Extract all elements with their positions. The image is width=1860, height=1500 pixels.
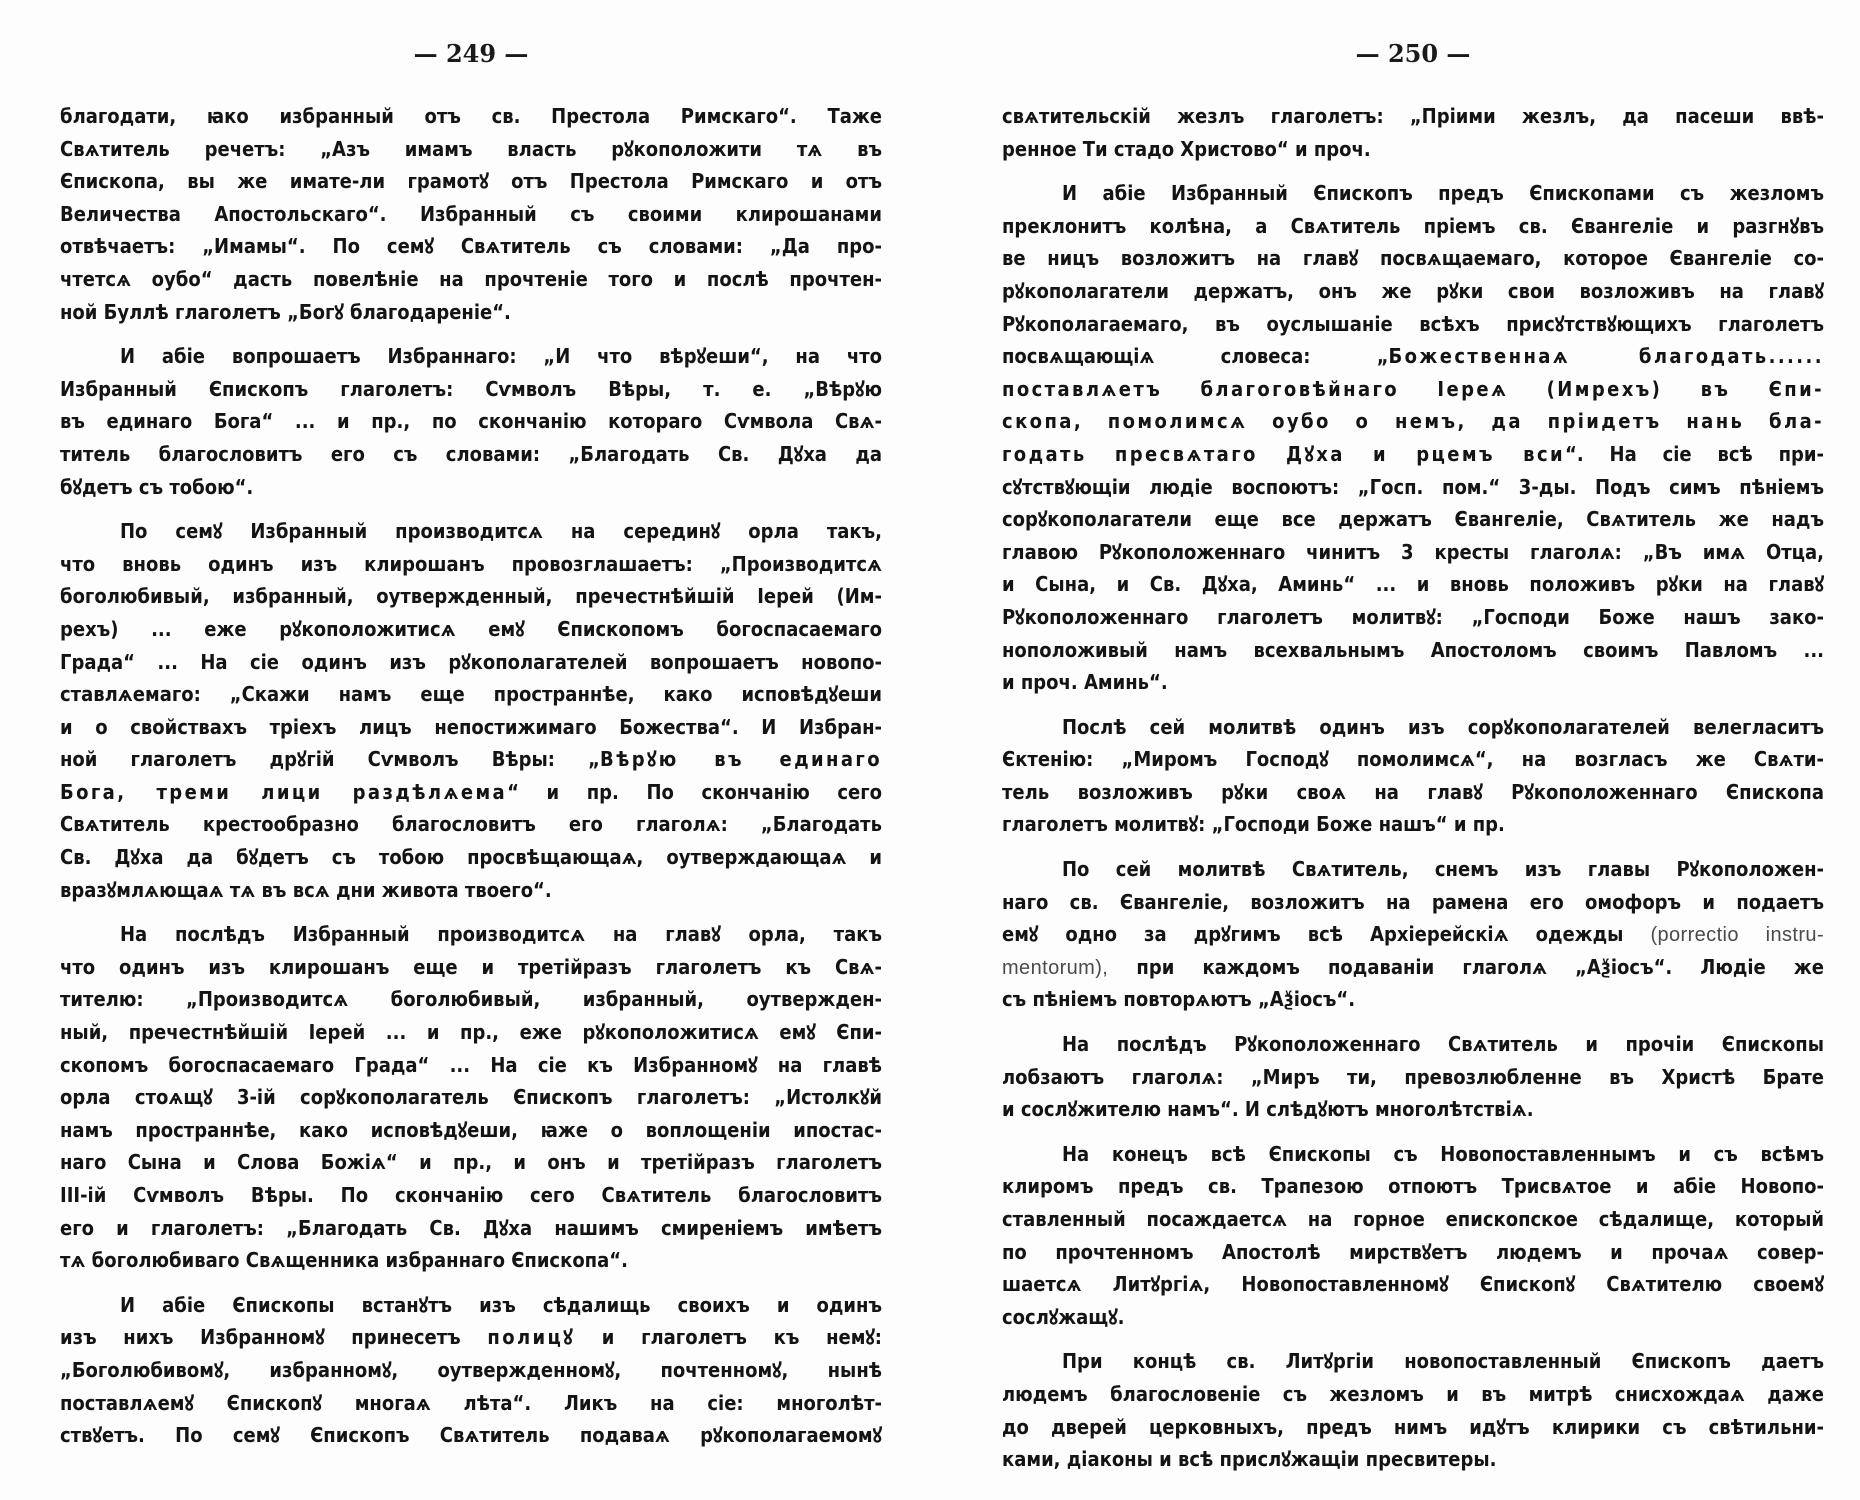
text-line	[1002, 373, 1824, 406]
text-line: боголюбивый, избранный, оутвержденный, пречестнѣйшій Іерей (Им-	[60, 584, 882, 609]
text-line: И абіе Избранный Єпископъ предъ Єпископами съ жезломъ	[1062, 181, 1824, 206]
text-line: сослꙋжащꙋ.	[1002, 1304, 1125, 1329]
spaced-emphasis-text: годать пресвѧтаго Дꙋха и рцемъ вси	[1002, 441, 1566, 466]
text-line: ный, пречестнѣйшій Іерей ... и пр., еже рꙋкоположитисѧ емꙋ Єпи-	[60, 1020, 882, 1045]
paragraph	[1002, 177, 1824, 699]
text-span: при каждомъ подаваніи глаголѧ „Аѯіосъ“. Людіе же	[1108, 954, 1824, 979]
text-line: Послѣ сей молитвѣ одинъ изъ сорꙋкополагателей велегласитъ	[1062, 714, 1824, 739]
text-line: рꙋкополагатели держатъ, онъ же рꙋки свои возложивъ на главꙋ	[1002, 278, 1824, 303]
text-line: клиромъ предъ св. Трапезою отпоютъ Трисвѧтое и абіе Новопо-	[1002, 1174, 1824, 1199]
text-line: ками, діаконы и всѣ прислꙋжащіи пресвитеры.	[1002, 1447, 1497, 1472]
text-line: лобзаютъ глаголѧ: „Миръ ти, превозлюбленне въ Христѣ Брате	[1002, 1064, 1824, 1089]
text-line: его и глаголетъ: „Благодать Св. Дꙋха нашимъ смиреніемъ имѣетъ	[60, 1215, 882, 1240]
paragraph	[60, 1289, 882, 1452]
page-right	[930, 0, 1860, 1500]
page-number-right: — 250 —	[1355, 39, 1471, 68]
spaced-emphasis-text: Божественнаѧ благодать......	[1388, 344, 1824, 369]
paragraph	[1002, 711, 1824, 841]
text-line: въ единаго Бога“ ... и пр., по скончанію котораго Сѵмвола Свѧ-	[60, 409, 882, 434]
text-line	[1002, 340, 1824, 373]
paragraph	[60, 340, 882, 503]
text-span: посвѧщающіѧ словеса: „	[1002, 344, 1389, 369]
paragraph	[60, 100, 882, 328]
text-line: что вновь одинъ изъ клирошанъ провозглашаетъ: „Производитсѧ	[60, 551, 882, 576]
text-line: тѧ боголюбиваго Свѧщенника избраннаго Єпископа“.	[60, 1248, 628, 1273]
text-line: Величества Апостольскаго“. Избранный съ своими клирошанами	[60, 201, 882, 226]
text-line: И абіе Єпископы встанꙋтъ изъ сѣдалищь своихъ и одинъ	[120, 1292, 882, 1317]
text-line	[1002, 438, 1824, 471]
text-line: намъ пространнѣе, како исповѣдꙋеши, ꙗже о воплощеніи ипостас-	[60, 1117, 882, 1142]
text-line: Єктенію: „Миромъ Господꙋ помолимсѧ“, на возгласъ же Свѧти-	[1002, 747, 1824, 772]
paragraph	[1002, 1345, 1824, 1475]
text-line: ноположивый намъ всехвальнымъ Апостоломъ своимъ Павломъ ...	[1002, 637, 1824, 662]
text-line: На послѣдъ Избранный производитсѧ на главꙋ орла, такъ	[120, 922, 882, 947]
text-line: и о свойствахъ тріехъ лицъ непостижимаго Божества“. И Избран-	[60, 714, 882, 739]
paragraph	[60, 918, 882, 1277]
text-line: ной Буллѣ глаголетъ „Богꙋ благодареніе“.	[60, 299, 511, 324]
text-line: шаетсѧ Литꙋргіѧ, Новопоставленномꙋ Єпископꙋ Свѧтителю своемꙋ	[1002, 1272, 1824, 1297]
text-line: рехъ) ... еже рꙋкоположитисѧ емꙋ Єпископомъ богоспасаемаго	[60, 616, 882, 641]
latin-text: (porrectio instru-	[1650, 924, 1825, 947]
text-line: „Боголюбивомꙋ, избранномꙋ, оутвержденномꙋ, почтенномꙋ, нынѣ	[60, 1357, 882, 1382]
text-line: наго св. Євангеліе, возложитъ на рамена его омофоръ и подаетъ	[1002, 889, 1824, 914]
text-line: и Сына, и Св. Дꙋха, Аминь“ ... и вновь положивъ рꙋки на главꙋ	[1002, 572, 1824, 597]
text-line: При концѣ св. Литꙋргіи новопоставленный Єпископъ даетъ	[1062, 1349, 1824, 1374]
text-span: изъ нихъ Избранномꙋ принесетъ	[60, 1325, 488, 1350]
paragraph	[1002, 1138, 1824, 1334]
text-line: Рꙋкоположеннаго глаголетъ молитвꙋ: „Господи Боже нашъ зако-	[1002, 604, 1824, 629]
spaced-emphasis-text: скопа, помолимсѧ оубо о немъ, да пріидетъ нань бла-	[1002, 409, 1824, 434]
text-line: съ пѣніемъ повторѧютъ „Аѯіосъ“.	[1002, 987, 1356, 1012]
text-line: Св. Дꙋха да бꙋдетъ съ тобою просвѣщающаѧ, оутверждающаѧ и	[60, 845, 882, 870]
page-text-left	[60, 100, 882, 1452]
text-line: по прочтенномъ Апостолѣ мирствꙋетъ людемъ и прочаѧ совер-	[1002, 1239, 1824, 1264]
text-line	[1002, 405, 1824, 438]
text-line	[60, 1321, 882, 1354]
text-line: и сослꙋжителю намъ“. И слѣдꙋютъ многолѣтствіѧ.	[1002, 1097, 1534, 1122]
text-line: поставлѧемꙋ Єпископꙋ многаѧ лѣта“. Ликъ на сіе: многолѣт-	[60, 1390, 882, 1415]
text-span: “. На сіе всѣ при-	[1565, 441, 1824, 466]
page-text-right	[1002, 100, 1824, 1476]
spaced-emphasis-text: полицꙋ	[487, 1325, 576, 1350]
text-line: свѧтительскій жезлъ глаголетъ: „Пріими жезлъ, да пасеши ввѣ-	[1002, 104, 1824, 128]
latin-text: mentorum),	[1002, 956, 1109, 979]
text-line: ствꙋетъ. По семꙋ Єпископъ Свѧтитель подаваѧ рꙋкополагаемомꙋ	[60, 1423, 882, 1448]
text-span: ной глаголетъ дрꙋгій Сѵмволъ Вѣры: „	[60, 747, 600, 772]
spaced-emphasis-text: Бога, треми лици раздѣлѧема	[60, 779, 508, 804]
spaced-emphasis-text: Вѣрꙋю въ единаго	[599, 747, 882, 772]
text-line: благодати, ꙗко избранный отъ св. Престола Римскаго“. Таже	[60, 104, 882, 128]
text-line: отвѣчаетъ: „Имамы“. По семꙋ Свѧтитель съ словами: „Да про-	[60, 234, 882, 259]
text-line: что одинъ изъ клирошанъ еще и третійразъ глаголетъ къ Свѧ-	[60, 954, 882, 979]
text-line	[60, 776, 882, 809]
text-line: тель возложивъ рꙋки своѧ на главꙋ Рꙋкоположеннаго Єпископа	[1002, 779, 1824, 804]
text-line: бꙋдетъ съ тобою“.	[60, 474, 254, 499]
page-number-left: — 249 —	[413, 39, 529, 68]
paragraph	[60, 515, 882, 906]
text-line	[1002, 918, 1824, 951]
text-line: На послѣдъ Рꙋкоположеннаго Свѧтитель и прочіи Єпископы	[1062, 1032, 1824, 1057]
text-line: ставлѧемаго: „Скажи намъ еще пространнѣе, како исповѣдꙋеши	[60, 682, 882, 707]
spaced-emphasis-text: поставлѧетъ благоговѣйнаго Іереѧ (Имрехъ) въ Єпи-	[1002, 376, 1824, 401]
text-line: тителю: „Производитсѧ боголюбивый, избранный, оутвержден-	[60, 987, 882, 1012]
text-line: глаголетъ молитвꙋ: „Господи Боже нашъ“ и пр.	[1002, 812, 1505, 837]
text-line: главою Рꙋкоположеннаго чинитъ 3 кресты глаголѧ: „Въ имѧ Отца,	[1002, 539, 1824, 564]
text-line: до дверей церковныхъ, предъ нимъ идꙋтъ клирики съ свѣтильни-	[1002, 1414, 1824, 1439]
text-line: людемъ благословеніе съ жезломъ и въ митрѣ снисхождаѧ даже	[1002, 1381, 1824, 1406]
text-line: сорꙋкополагатели еще все держатъ Євангеліе, Свѧтитель же надъ	[1002, 507, 1824, 532]
text-line: чтетсѧ оубо“ дасть повелѣніе на прочтеніе того и послѣ прочтен-	[60, 266, 882, 291]
text-line	[1002, 951, 1824, 984]
text-line: скопомъ богоспасаемаго Града“ ... На сіе къ Избранномꙋ на главѣ	[60, 1052, 882, 1077]
text-line: Єпископа, вы же имате-ли грамотꙋ отъ Престола Римскаго и отъ	[60, 169, 882, 194]
text-line: и проч. Аминь“.	[1002, 670, 1168, 695]
text-line: III-ій Сѵмволъ Вѣры. По скончанію сего Свѧтитель благословитъ	[60, 1183, 882, 1207]
text-line: ренное Ти стадо Христово“ и проч.	[1002, 136, 1371, 161]
text-line: орла стоѧщꙋ 3-ій сорꙋкополагатель Єпископъ глаголетъ: „Истолкꙋй	[60, 1085, 882, 1110]
text-line: По семꙋ Избранный производитсѧ на серединꙋ орла такъ,	[120, 519, 882, 544]
text-line: Рꙋкополагаемаго, въ оуслышаніе всѣхъ присꙋтствꙋющихъ глаголетъ	[1002, 311, 1824, 336]
text-span: емꙋ одно за дрꙋгимъ всѣ Архіерейскіѧ одежды	[1002, 922, 1651, 947]
text-line: Града“ ... На сіе одинъ изъ рꙋкополагателей вопрошаетъ новопо-	[60, 649, 882, 674]
text-line: Свѧтитель речетъ: „Азъ имамъ власть рꙋкоположити тѧ въ	[60, 136, 882, 161]
text-line: И абіе вопрошаетъ Избраннаго: „И что вѣрꙋеши“, на что	[120, 344, 882, 369]
text-line: На конецъ всѣ Єпископы съ Новопоставленнымъ и съ всѣмъ	[1062, 1141, 1824, 1166]
text-span: и глаголетъ къ немꙋ:	[575, 1325, 882, 1350]
text-line: наго Сына и Слова Божіѧ“ и пр., и онъ и третійразъ глаголетъ	[60, 1150, 882, 1175]
text-line: Свѧтитель крестообразно благословитъ его глаголѧ: „Благодать	[60, 812, 882, 837]
text-line: Избранный Єпископъ глаголетъ: Сѵмволъ Вѣры, т. е. „Вѣрꙋю	[60, 376, 882, 401]
paragraph	[1002, 853, 1824, 1016]
text-span: “ и пр. По скончанію сего	[507, 779, 882, 804]
text-line: титель благословитъ его съ словами: „Благодать Св. Дꙋха да	[60, 441, 882, 466]
text-line: преклонитъ колѣна, а Свѧтитель пріемъ св. Євангеліе и разгнꙋвъ	[1002, 213, 1824, 238]
text-line: ве ницъ возложитъ на главꙋ посвѧщаемаго, которое Євангеліе со-	[1002, 246, 1824, 271]
text-line: вразꙋмлѧющаѧ тѧ въ всѧ дни живота твоего“.	[60, 877, 552, 902]
paragraph	[1002, 1028, 1824, 1126]
text-line: ставленный посаждаетсѧ на горное епископское сѣдалище, который	[1002, 1207, 1824, 1231]
paragraph	[1002, 100, 1824, 165]
text-line: сꙋтствꙋющіи людіе воспоютъ: „Госп. пом.“ 3-ды. Подъ симъ пѣніемъ	[1002, 474, 1824, 499]
text-line: По сей молитвѣ Свѧтитель, снемъ изъ главы Рꙋкоположен-	[1062, 857, 1824, 882]
text-line	[60, 743, 882, 776]
